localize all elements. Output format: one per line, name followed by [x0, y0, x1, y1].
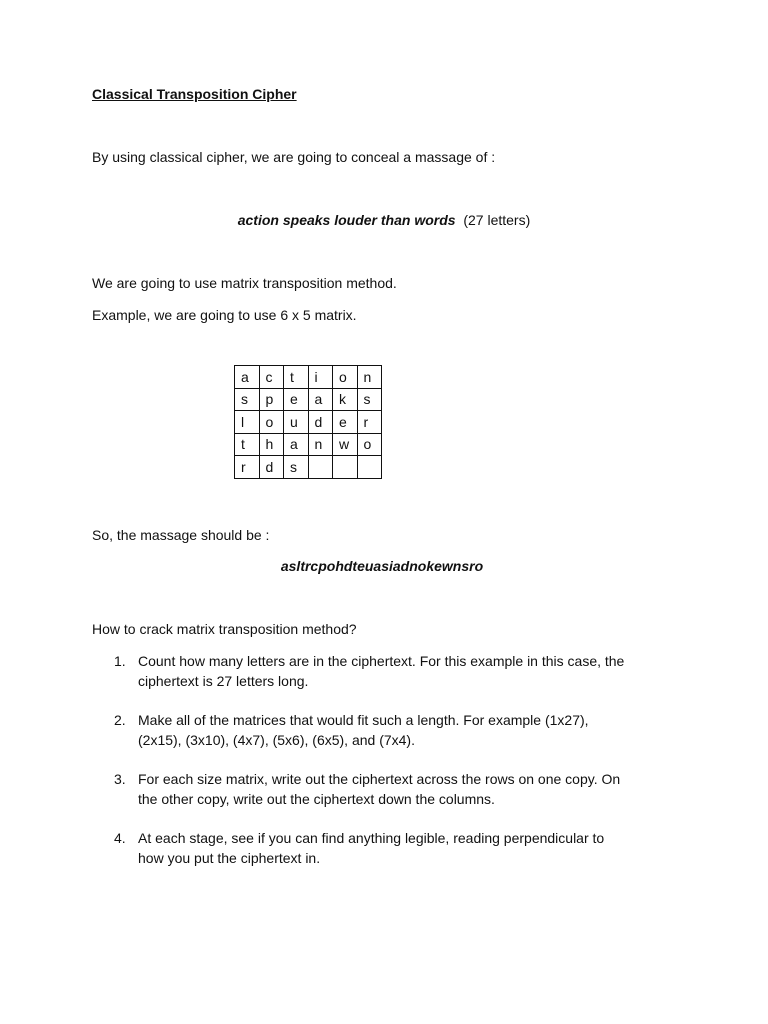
matrix-cell: u	[284, 411, 309, 434]
result-intro-text: So, the massage should be :	[92, 527, 270, 543]
letter-count-note: (27 letters)	[463, 212, 531, 228]
matrix-cell: e	[284, 388, 309, 411]
matrix-cell: s	[284, 456, 309, 479]
matrix-cell: n	[357, 366, 382, 389]
matrix-row	[235, 411, 382, 434]
method-text: We are going to use matrix transposition method.	[92, 275, 397, 291]
matrix-cell: d	[308, 411, 333, 434]
example-text: Example, we are going to use 6 x 5 matrix.	[92, 307, 357, 323]
step-number: 1.	[114, 653, 126, 669]
matrix-cell: r	[235, 456, 260, 479]
matrix-cell: t	[235, 433, 260, 456]
matrix-cell: d	[259, 456, 284, 479]
plaintext-phrase: action speaks louder than words	[237, 212, 456, 228]
matrix-cell: c	[259, 366, 284, 389]
matrix-cell	[333, 456, 358, 479]
step-number: 4.	[114, 830, 126, 846]
intro-text: By using classical cipher, we are going to conceal a massage of :	[92, 149, 496, 165]
step-line: Make all of the matrices that would fit such a length. For example (1x27),	[138, 712, 589, 728]
transposition-matrix	[234, 365, 382, 479]
step-number: 3.	[114, 771, 126, 787]
matrix-cell	[357, 456, 382, 479]
matrix-row	[235, 433, 382, 456]
matrix-row	[235, 366, 382, 389]
document-title: Classical Transposition Cipher	[92, 86, 297, 102]
matrix-cell: r	[357, 411, 382, 434]
list-item	[92, 651, 692, 691]
crack-heading: How to crack matrix transposition method?	[92, 621, 357, 637]
matrix-cell: n	[308, 433, 333, 456]
step-line: (2x15), (3x10), (4x7), (5x6), (6x5), and (7x4).	[138, 732, 415, 748]
matrix-cell: e	[333, 411, 358, 434]
crack-steps-list	[92, 651, 692, 887]
matrix-cell: s	[357, 388, 382, 411]
matrix-cell: h	[259, 433, 284, 456]
matrix-cell: a	[308, 388, 333, 411]
matrix-cell: i	[308, 366, 333, 389]
ciphertext: asltrcpohdteuasiadnokewnsro	[280, 558, 484, 574]
matrix-row	[235, 456, 382, 479]
matrix-row	[235, 388, 382, 411]
matrix-cell: o	[333, 366, 358, 389]
message-line	[0, 212, 768, 228]
step-line: For each size matrix, write out the ciphertext across the rows on one copy. On	[138, 771, 621, 787]
matrix-cell: s	[235, 388, 260, 411]
matrix-cell: p	[259, 388, 284, 411]
matrix-cell	[308, 456, 333, 479]
step-line: how you put the ciphertext in.	[138, 850, 321, 866]
list-item	[92, 710, 692, 750]
matrix-cell: o	[259, 411, 284, 434]
list-item	[92, 769, 692, 809]
matrix-cell: l	[235, 411, 260, 434]
matrix-cell: a	[235, 366, 260, 389]
matrix-cell: k	[333, 388, 358, 411]
step-line: Count how many letters are in the ciphertext. For this example in this case, the	[138, 653, 625, 669]
matrix-cell: t	[284, 366, 309, 389]
matrix-cell: a	[284, 433, 309, 456]
matrix-cell: o	[357, 433, 382, 456]
list-item	[92, 828, 692, 868]
step-line: the other copy, write out the ciphertext down the columns.	[138, 791, 495, 807]
matrix-cell: w	[333, 433, 358, 456]
step-line: At each stage, see if you can find anything legible, reading perpendicular to	[138, 830, 605, 846]
step-number: 2.	[114, 712, 126, 728]
step-line: ciphertext is 27 letters long.	[138, 673, 309, 689]
